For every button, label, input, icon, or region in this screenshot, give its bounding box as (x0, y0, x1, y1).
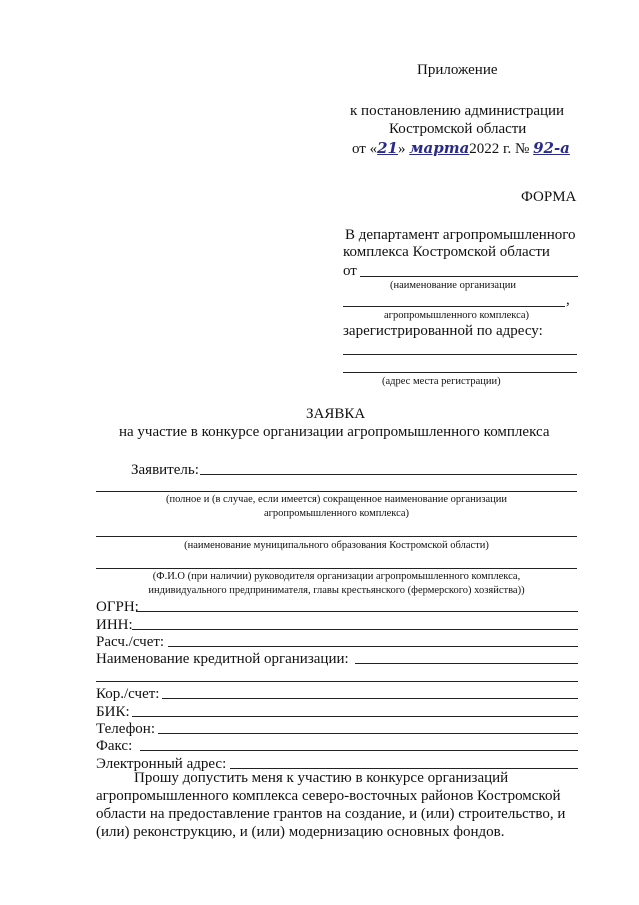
fax-line (140, 750, 578, 751)
bank-label: Наименование кредитной организации: (96, 651, 349, 667)
applicant-label: Заявитель: (131, 462, 199, 478)
form-label: ФОРМА (521, 189, 577, 205)
ogrn-label: ОГРН: (96, 599, 139, 615)
applicant-line-2 (96, 491, 577, 492)
document-title: ЗАЯВКА (306, 406, 366, 422)
phone-label: Телефон: (96, 721, 155, 737)
inn-line (132, 629, 578, 630)
address-line-2 (343, 372, 577, 373)
applicant-line (200, 474, 577, 475)
date-mid: » (397, 141, 406, 157)
bank-line (355, 663, 578, 664)
corr-account-label: Кор./счет: (96, 686, 160, 702)
inn-label: ИНН: (96, 617, 133, 633)
account-line (168, 646, 578, 647)
org-hint-1: (наименование организации (390, 280, 516, 291)
request-line-1: Прошу допустить меня к участию в конкурсе организаций (134, 770, 509, 786)
account-label: Расч./счет: (96, 634, 165, 650)
org-hint-2: агропромышленного комплекса) (384, 310, 530, 321)
head-line (96, 568, 577, 569)
email-line (230, 768, 578, 769)
date-month-handwritten: марта (409, 139, 470, 157)
hint-head-2: индивидуального предпринимателя, главы крестьянского (фермерского) хозяйства)) (148, 585, 525, 596)
request-line-2: агропромышленного комплекса северо-восточных районов Костромской (96, 788, 561, 804)
addressee-line2: комплекса Костромской области (343, 244, 550, 260)
date-year: 2022 г. № (469, 141, 530, 157)
date-number-handwritten: 92-а (533, 139, 570, 157)
phone-line (158, 733, 578, 734)
address-hint: (адрес места регистрации) (382, 376, 501, 387)
request-line-4: (или) реконструкцию, и (или) модернизацию основных фондов. (96, 824, 505, 840)
address-line-1 (343, 354, 577, 355)
org-comma: , (566, 292, 570, 308)
request-line-3: области на предоставление грантов на создание, и (или) строительство, и (96, 806, 566, 822)
from-line (360, 276, 578, 277)
document-subtitle: на участие в конкурсе организации агропромышленного комплекса (119, 424, 550, 440)
ogrn-line (136, 611, 578, 612)
municipality-line (96, 536, 577, 537)
hint-head-1: (Ф.И.О (при наличии) руководителя организации агропромышленного комплекса, (152, 571, 521, 582)
bik-label: БИК: (96, 704, 130, 720)
fax-label: Факс: (96, 738, 133, 754)
date-prefix: от « (352, 141, 378, 157)
bank-line-2 (96, 681, 578, 682)
hint-name-1: (полное и (в случае, если имеется) сокращенное наименование организации (165, 494, 508, 505)
region-label: Костромской области (389, 121, 527, 137)
resolution-label: к постановлению администрации (350, 103, 565, 119)
org-line (343, 306, 565, 307)
email-label: Электронный адрес: (96, 756, 227, 772)
hint-municipality: (наименование муниципального образования Костромской области) (184, 540, 489, 551)
registered-label: зарегистрированной по адресу: (343, 323, 543, 339)
date-day-handwritten: 21 (377, 139, 398, 157)
addressee-line1: В департамент агропромышленного (345, 227, 576, 243)
resolution-date-line (352, 139, 570, 158)
corr-account-line (162, 698, 578, 699)
addressee-from-label: от (343, 263, 357, 279)
appendix-label: Приложение (417, 62, 498, 78)
bik-line (132, 716, 578, 717)
hint-name-2: агропромышленного комплекса) (263, 508, 410, 519)
